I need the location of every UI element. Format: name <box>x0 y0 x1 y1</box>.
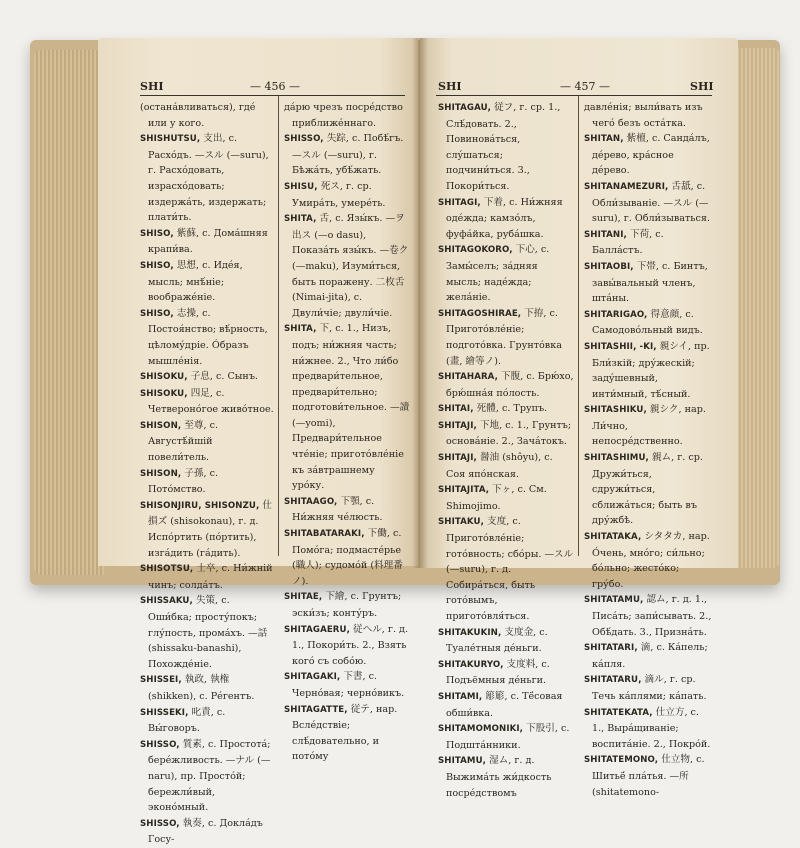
left-column-divider <box>278 96 279 556</box>
entry-headword: SHITAJITA, <box>438 485 490 496</box>
dictionary-entry <box>140 561 274 593</box>
dictionary-entry <box>140 816 274 848</box>
dictionary-entry <box>584 227 712 259</box>
dictionary-entry <box>438 514 574 624</box>
right-page-number: — 457 — <box>560 80 610 93</box>
left-header-rule <box>140 95 405 96</box>
dictionary-entry <box>438 306 574 369</box>
dictionary-entry <box>438 753 574 801</box>
dictionary-entry <box>284 179 410 211</box>
entry-headword: SHITAOBI, <box>584 261 634 272</box>
entry-definition: 親シク, нар. Ли́чно, непосре́дственно. <box>592 404 706 448</box>
entry-definition: 舌舐, с. Обли́зываніе. —スル (—suru), г. Обли́зываться. <box>592 180 710 225</box>
entry-definition: 下拵, с. Пригото́вле́ніе; подгото́вка. Грунто́вка (畫, 繪等ノ). <box>446 307 562 367</box>
dictionary-entry <box>584 259 712 307</box>
entry-headword: SHISSAKU, <box>140 596 193 607</box>
entry-headword: SHITASHIKU, <box>584 405 647 416</box>
entry-headword: SHITAKU, <box>438 517 484 528</box>
dictionary-entry <box>584 705 712 753</box>
entry-headword: SHITAI, <box>438 404 474 415</box>
dictionary-entry <box>284 321 410 494</box>
entry-headword: SHITAGAKI, <box>284 672 341 683</box>
dictionary-entry <box>438 625 574 657</box>
entry-headword: SHISSO, <box>284 134 324 145</box>
entry-definition: 下着, с. Ни́жняя оде́жда; камзо́лъ, фуфа́йка, руба́шка. <box>446 196 563 240</box>
entry-definition: 子孫, с. Пото́мство. <box>148 467 219 496</box>
entry-headword: SHITAJI, <box>438 420 477 431</box>
entry-definition: 仕立方, с. 1., Выра́щиваніе; воспита́ніе. 2., Покро́й. <box>592 706 711 750</box>
entry-headword: SHITAJI, <box>438 453 477 464</box>
dictionary-entry <box>584 450 712 529</box>
entry-headword: SHISON, <box>140 420 182 431</box>
dictionary-entry <box>140 418 274 466</box>
entry-definition: 失策, с. Оши́бка; просту́покъ; глу́пость, прома́хъ. —話 (shissaku-banashi), Похожде́ніе. <box>148 595 268 670</box>
entry-definition: 親ム, г. ср. Дружи́ться, сдружи́ться, сближа́ться; быть въ дру́жбѣ. <box>592 452 703 527</box>
entry-headword: SHISON, <box>140 468 182 479</box>
entry-definition: 支度, с. Пригото́вле́ніе; гото́вность; сбо́ры. —スル (—suru), г. д. Собира́ться, быть гото́вымъ, пригото́вля́ться. <box>446 516 574 622</box>
entry-headword: SHITATARU, <box>584 675 642 686</box>
entry-headword: SHISOTSU, <box>140 564 194 575</box>
entry-definition: 紫檀, с. Санда́лъ, де́рево, кра́сное де́рево. <box>592 133 710 177</box>
dictionary-entry <box>438 721 574 753</box>
page-edges-right <box>735 48 780 568</box>
entry-headword: SHITAHARA, <box>438 372 498 383</box>
dictionary-entry <box>438 689 574 721</box>
entry-headword: SHISONJIRU, SHISONZU, <box>140 500 260 511</box>
book-gutter <box>412 38 428 568</box>
entry-headword: SHITANI, <box>584 229 627 240</box>
page-edges-left <box>34 50 104 575</box>
left-page-column-2 <box>284 100 410 765</box>
entry-definition: 簓簓, с. Тё́совая обши́вка. <box>446 690 563 719</box>
entry-headword: SHITAGI, <box>438 197 481 208</box>
dictionary-entry <box>140 306 274 369</box>
entry-definition: 下ヶ, с. См. Shimojimo. <box>446 484 547 512</box>
entry-definition: 下働, с. Помо́га; подмасте́рье (職人); судомо́й (料理番ノ). <box>292 528 403 587</box>
dictionary-entry <box>140 593 274 672</box>
entry-definition: 得意顔, с. Самодово́льный видъ. <box>592 308 703 337</box>
entry-headword: SHITASHII, -KI, <box>584 341 657 352</box>
entry-definition: 仕立物, с. Шитьё́ пла́тья. —所 (shitatemono- <box>592 754 705 798</box>
entry-definition: 滴, с. Ка́пель; ка́пля. <box>592 642 708 670</box>
dictionary-entry <box>438 100 574 195</box>
entry-headword: SHITAGAU, <box>438 103 492 113</box>
dictionary-entry <box>284 702 410 765</box>
dictionary-entry <box>584 179 712 227</box>
dictionary-entry <box>140 737 274 816</box>
dictionary-entry <box>584 402 712 450</box>
entry-headword: SHITAGAERU, <box>284 624 350 635</box>
dictionary-entry <box>584 752 712 800</box>
entry-headword: SHISSEI, <box>140 675 182 686</box>
entry-definition: 従フ, г. ср. 1., Слѣ́довать. 2., Повинова́ться, слу́шаться; подчини́ться. 3., Покори́ться. <box>446 102 561 192</box>
entry-headword: SHITAN, <box>584 134 624 145</box>
dictionary-entry <box>284 622 410 670</box>
entry-definition: 下繪, с. Грунтъ; эски́зъ; конту́ръ. <box>292 591 402 619</box>
entry-definition: 下書, с. Черно́вая; черно́викъ. <box>292 671 405 699</box>
entry-headword: SHITATEMONO, <box>584 755 659 766</box>
entry-definition: 支度料, с. Подъёмныя де́ньги. <box>446 658 550 687</box>
dictionary-entry <box>284 100 410 131</box>
entry-headword: SHITA, <box>284 214 317 225</box>
dictionary-entry <box>438 482 574 514</box>
dictionary-entry <box>284 669 410 701</box>
entry-definition: 下腹, с. Брю́хо, брю́шна́я по́лость. <box>446 371 574 399</box>
entry-headword: SHITANAMEZURI, <box>584 181 669 192</box>
dictionary-entry <box>140 386 274 418</box>
entry-headword: SHITABATARAKI, <box>284 529 365 540</box>
right-page-column-1 <box>438 100 574 801</box>
entry-headword: SHISSO, <box>140 818 180 829</box>
entry-headword: SHISU, <box>284 181 318 192</box>
dictionary-entry <box>584 131 712 179</box>
dictionary-entry <box>140 466 274 498</box>
dictionary-entry <box>438 401 574 418</box>
dictionary-entry <box>140 226 274 258</box>
dictionary-entry <box>140 258 274 306</box>
entry-definition: давле́нія; выли́вать изъ чего́ безъ оста́тка. <box>584 102 703 129</box>
dictionary-entry <box>584 100 712 131</box>
entry-definition: 士卒, с. Ни́жній чинъ; солда́тъ. <box>148 563 273 591</box>
left-page-column-1 <box>140 100 274 848</box>
entry-definition: 下荷, с. Балла́стъ. <box>592 228 664 257</box>
entry-definition: 死體, с. Трупъ. <box>476 403 548 415</box>
entry-definition: 思想, с. Иде́я, мысль; мнѣ́ніе; воображе́ніе. <box>148 259 243 304</box>
entry-headword: SHITAMU, <box>438 756 487 767</box>
right-header-rule <box>436 95 712 96</box>
entry-headword: SHISSO, <box>140 739 180 750</box>
dictionary-entry <box>438 195 574 243</box>
dictionary-entry <box>284 131 410 179</box>
entry-headword: SHITASHIMU, <box>584 453 649 464</box>
entry-headword: SHISO, <box>140 228 174 239</box>
right-column-divider <box>578 96 579 556</box>
entry-definition: 湿ム, г. д. Выжима́ть жи́дкость посре́дствомъ <box>446 755 552 799</box>
dictionary-entry <box>284 526 410 589</box>
dictionary-entry <box>140 369 274 386</box>
entry-definition: 親シイ, пр. Бли́зкій; дру́жескій; заду́шевный, инти́мный, тѣ́сный. <box>592 340 710 400</box>
dictionary-entry <box>584 307 712 339</box>
dictionary-entry <box>140 131 274 226</box>
entry-headword: SHITAE, <box>284 592 323 603</box>
entry-headword: SHISOKU, <box>140 388 188 399</box>
dictionary-entry <box>584 339 712 402</box>
entry-definition: 下帯, с. Бинтъ, завы́вальный членъ, шта́ны. <box>592 260 708 305</box>
entry-headword: SHITAGOKORO, <box>438 245 513 256</box>
entry-headword: SHITATAMU, <box>584 595 644 606</box>
dictionary-entry <box>140 100 274 131</box>
entry-definition: да́рю чрезъ посре́дство приближе́ннаго. <box>284 102 403 129</box>
entry-headword: SHISO, <box>140 260 174 271</box>
entry-headword: SHITAMOMONIKI, <box>438 724 524 735</box>
dictionary-entry <box>284 589 410 621</box>
entry-definition: 認ム, г. д. 1., Писа́ть; запи́сывать. 2., Обѣ́дать. 3., Призна́ть. <box>592 594 712 638</box>
entry-headword: SHITATAKA, <box>584 532 642 543</box>
entry-definition: 従ヘル, г. д. 1., Покори́ть. 2., Взять кого́ съ собо́ю. <box>292 623 408 667</box>
entry-definition: 志操, с. Постоя́нство; вѣ́рность, цѣлому́дріе. Óбразъ мышле́нія. <box>148 307 268 367</box>
entry-definition: 執政, 執権 (shikken), с. Ре́гентъ. <box>148 674 255 702</box>
dictionary-entry <box>140 705 274 737</box>
entry-definition: 失踪, с. Побѣ́гъ. —スル (—suru), г. Бѣжа́ть, убѣ́жать. <box>292 133 404 177</box>
entry-definition: 舌, с. Язы́къ. —ヲ出ス (—o dasu), Показа́ть язы́къ. —卷ク (—maku), Изуми́ться, быть поражену. 二枚舌 (Nimai-jita), с. Двули́чіе; двули́чіе. <box>292 213 409 319</box>
entry-definition: 紫蘇, с. Дома́шняя крапи́ва. <box>148 227 268 256</box>
entry-definition: 下顎, с. Ни́жняя че́люсть. <box>292 495 383 524</box>
dictionary-entry <box>584 640 712 672</box>
entry-definition: 叱責, с. Вы́говоръ. <box>148 706 226 735</box>
right-page-header-left: SHI <box>438 80 462 93</box>
entry-headword: SHISOKU, <box>140 372 188 383</box>
left-page-header-letters: SHI <box>140 80 164 93</box>
entry-definition: 滴ル, г. ср. Течь ка́плями; ка́пать. <box>592 674 707 702</box>
entry-headword: SHITATARI, <box>584 643 638 654</box>
dictionary-entry <box>140 498 274 561</box>
right-page-column-2 <box>584 100 712 800</box>
entry-definition: 仕損ズ (shisokonau), г. д. Испо́ртить (по́ртить), изга́дить (га́дить). <box>148 499 273 559</box>
dictionary-entry <box>438 418 574 450</box>
dictionary-entry <box>438 242 574 305</box>
entry-headword: SHITAGOSHIRAE, <box>438 308 522 319</box>
right-page-header-right: SHI <box>690 80 714 93</box>
entry-headword: SHITAGATTE, <box>284 704 348 715</box>
dictionary-entry <box>284 211 410 321</box>
dictionary-entry <box>438 657 574 689</box>
entry-definition: 四足, с. Четвероно́гое живо́тное. <box>148 387 274 416</box>
entry-headword: SHISO, <box>140 308 174 319</box>
left-page-number: — 456 — <box>250 80 300 93</box>
dictionary-entry <box>284 494 410 526</box>
dictionary-entry <box>438 450 574 482</box>
entry-definition: 醤油 (shôyu), с. Соя япо́нская. <box>446 452 553 480</box>
entry-definition: 子息, с. Сынъ. <box>190 371 258 383</box>
entry-headword: SHITAAGO, <box>284 496 338 507</box>
entry-definition: 支度金, с. Туале́тныя де́ньги. <box>446 626 548 655</box>
entry-headword: SHITA, <box>284 324 317 335</box>
entry-headword: SHISSEKI, <box>140 707 189 718</box>
entry-definition: 質素, с. Простота́; бере́жливость. —ナル (—naru), пр. Просто́й; бережли́вый, эконо́мный. <box>148 738 271 814</box>
entry-definition: 執奏, с. Докла́дъ Госу- <box>148 817 263 846</box>
dictionary-entry <box>584 672 712 704</box>
dictionary-entry <box>438 369 574 401</box>
entry-headword: SHITARIGAO, <box>584 309 648 320</box>
entry-headword: SHITAKURYO, <box>438 659 504 670</box>
entry-headword: SHISHUTSU, <box>140 134 201 145</box>
dictionary-entry <box>584 529 712 592</box>
entry-definition: 支出, с. Расхо́дъ. —スル (—suru), г. Расхо́довать, израсхо́довать; издержа́ть, издержать; плати́ть. <box>148 133 269 224</box>
entry-definition: 従テ, нар. Всле́дствіе; слѣ́довательно, и пото́му <box>292 703 398 763</box>
entry-definition: シタタカ, нар. О́чень, мно́го; си́льно; бо́льно; жесто́ко; гру́бо. <box>592 531 710 590</box>
entry-definition: 下股引, с. Подшта́нники. <box>446 723 570 751</box>
entry-definition: 下, с. 1., Низъ, подъ; ни́жняя часть; ни́жнее. 2., Что ли́бо предвари́тельное, предвари́тельно; подготови́тельное. —讀 (—yomi), Предвари́тельное чте́ніе; пригото́вле́ніе къ за́втрашнему уро́ку. <box>292 323 410 492</box>
entry-definition: 下心, с. Замы́селъ; за́дняя мысль; наде́жда; жела́ніе. <box>446 244 550 304</box>
entry-definition: 至尊, с. Августѣ́йшій повели́тель. <box>148 419 219 464</box>
entry-definition: (остана́вливаться), где́ или у кого. <box>140 102 256 129</box>
entry-definition: 下地, с. 1., Грунтъ; основа́ніе. 2., Зача́токъ. <box>446 419 572 448</box>
dictionary-entry <box>140 672 274 704</box>
entry-headword: SHITAKUKIN, <box>438 627 502 638</box>
entry-definition: 死ス, г. ср. Умира́ть, умере́ть. <box>292 180 386 209</box>
entry-headword: SHITATEKATA, <box>584 707 653 718</box>
entry-headword: SHITAMI, <box>438 691 483 702</box>
